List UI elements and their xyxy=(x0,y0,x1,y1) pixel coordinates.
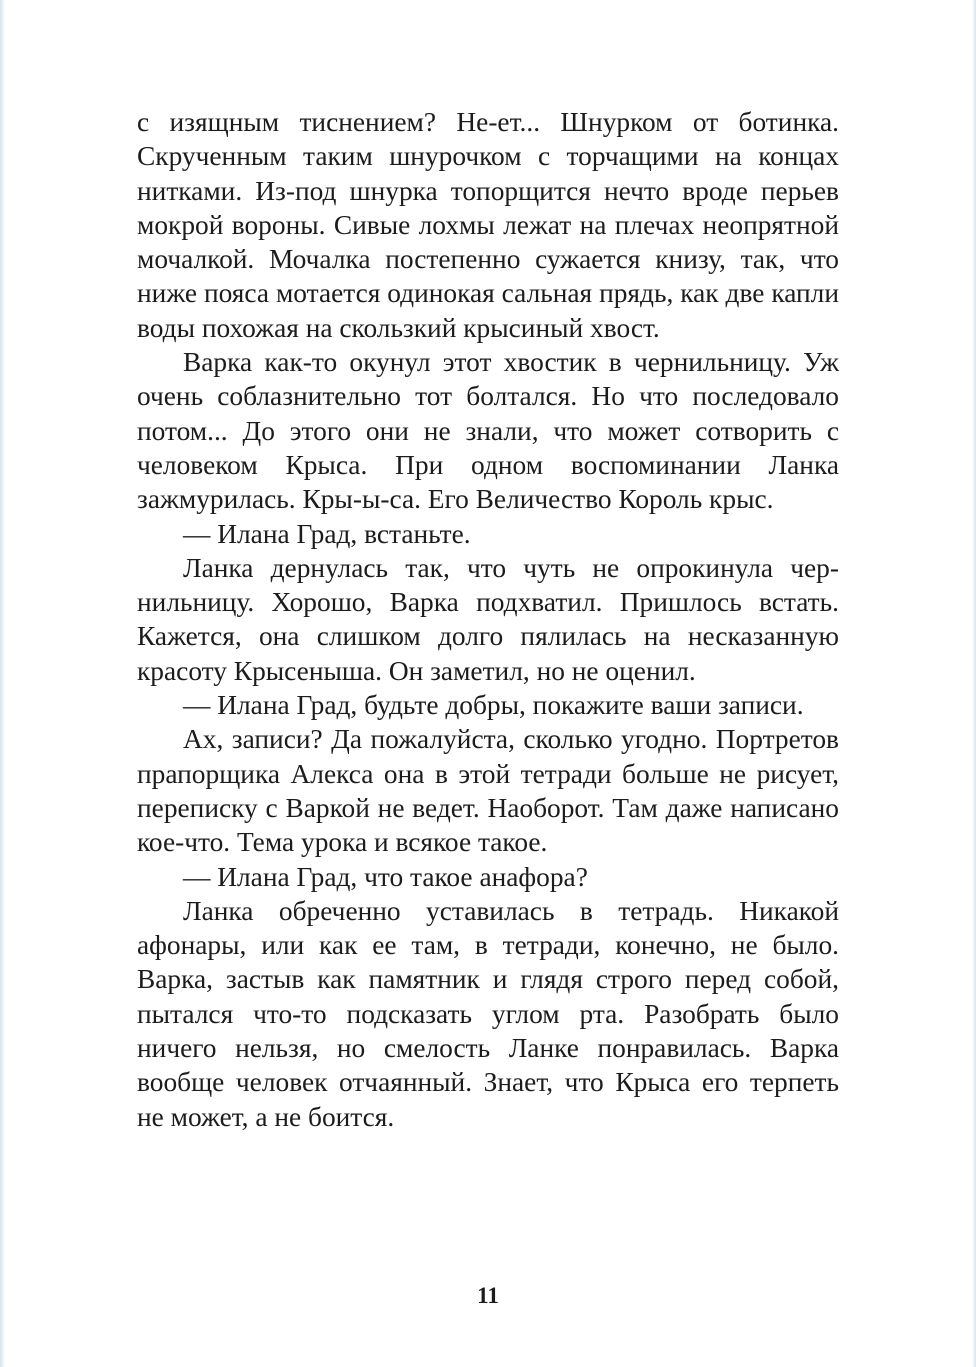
paragraph: — Илана Град, что такое анафора? xyxy=(183,861,588,892)
paragraph: Ланка дернулась так, что чуть не опрокинула чернильницу. Хорошо, Варка подхватил. Пришлось встать. Кажется, она слишком долго пялилась на несказанную красоту Крысеныша. Он заметил, но не оценил. xyxy=(137,552,839,686)
page-number: 11 xyxy=(477,1283,499,1308)
paragraph: Ланка обреченно уставилась в тетрадь. Никакой афонары, или как ее там, в тетради, конечно, не было. Варка, застыв как памятник и глядя строго перед собой, пытался что-то подсказать углом рта. Разобрать было ничего нельзя, но смелость Ланке понравилась. Варка вообще человек отчаянный. Знает, что Крыса его терпеть не может, а не боится. xyxy=(137,895,839,1132)
body-text xyxy=(137,105,839,1134)
paragraph: — Илана Град, встаньте. xyxy=(183,518,471,549)
page-left-edge xyxy=(0,0,5,1367)
paragraph: Варка как-то окунул этот хвостик в чернильницу. Уж очень соблазнительно тот болтался. Но что последовало потом... До этого они не знали, что может сотворить с человеком Крыса. При одном воспоминании Ланка зажмурилась. Кры-ы-са. Его Величество Король крыс. xyxy=(137,347,839,515)
page-right-edge xyxy=(972,0,976,1367)
paragraph: с изящным тиснением? Не-ет... Шнурком от ботинка. Скрученным таким шнурочком с торчащими на концах нитками. Из-под шнурка топорщится нечто вроде перьев мокрой вороны. Сивые лохмы лежат на плечах неопрятной мочалкой. Мочалка постепенно сужается книзу, так, что ниже пояса мотается одинокая сальная прядь, как две капли воды похожая на скользкий крысиный хвост. xyxy=(137,107,839,343)
paragraph: Ах, записи? Да пожалуйста, сколько угодно. Портретов прапорщика Алекса она в этой тетради больше не рисует, переписку с Варкой не ведет. Наоборот. Там даже написано кое-что. Тема урока и всякое такое. xyxy=(137,724,839,858)
paragraph: — Илана Град, будьте добры, покажите ваши записи. xyxy=(183,690,804,721)
